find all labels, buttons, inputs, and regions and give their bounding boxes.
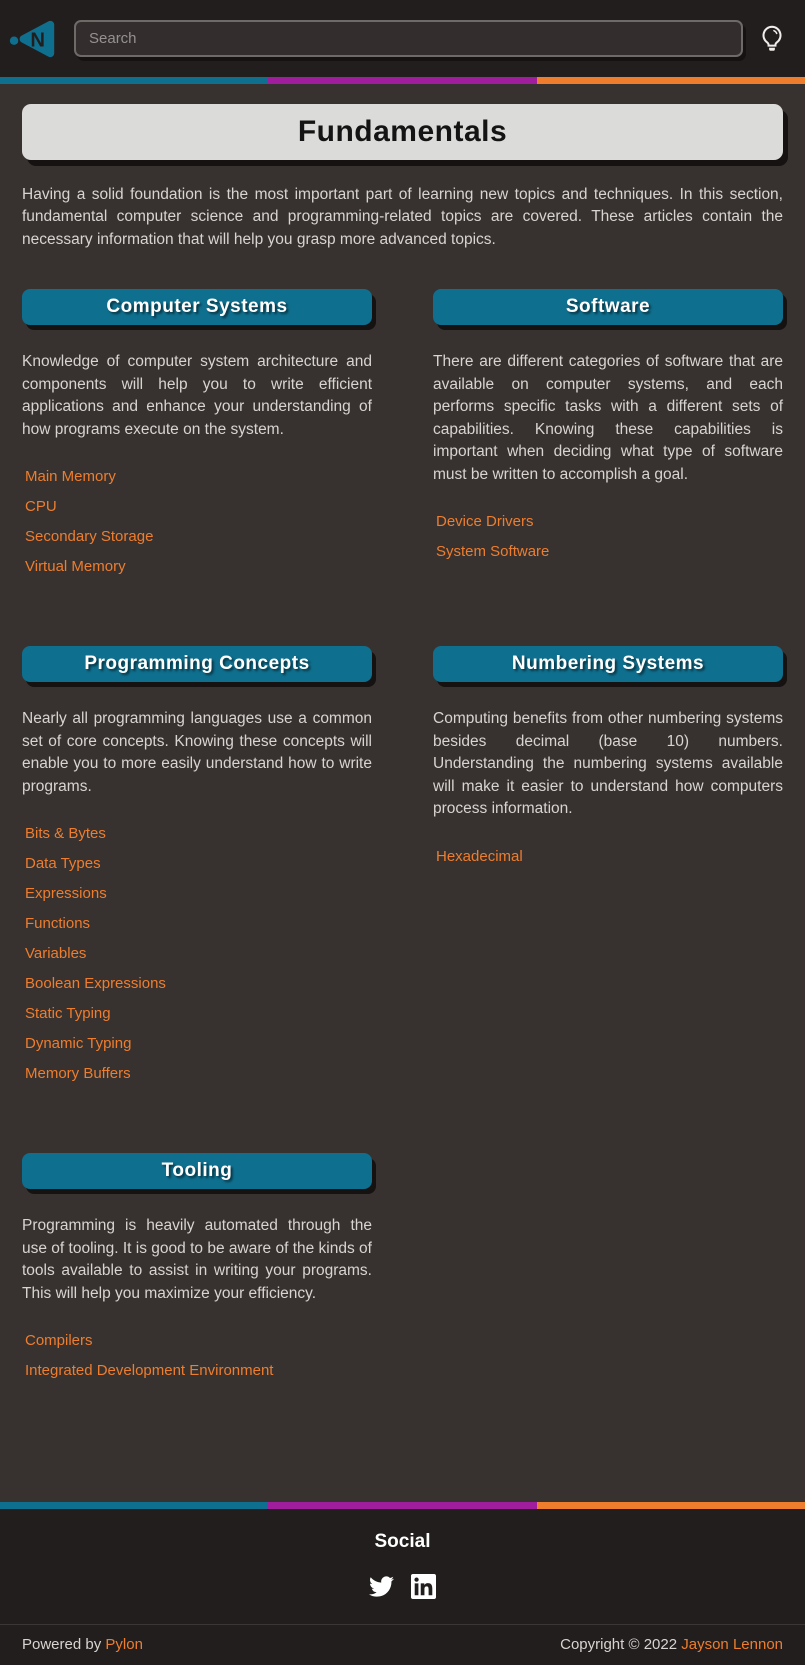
topic-section	[433, 289, 783, 573]
topic-link[interactable]: Secondary Storage	[25, 528, 154, 546]
linkedin-icon	[411, 1574, 436, 1599]
section-title: Numbering Systems	[511, 653, 705, 675]
main-content	[0, 84, 805, 1502]
accent-divider-top	[0, 77, 805, 84]
footer-bottom-bar	[0, 1624, 805, 1665]
section-links	[433, 848, 783, 865]
accent-divider-bottom	[0, 1502, 805, 1509]
section-title: Tooling	[161, 1160, 233, 1182]
author-link[interactable]: Jayson Lennon	[681, 1636, 783, 1654]
topic-link[interactable]: Boolean Expressions	[25, 975, 166, 993]
copyright	[560, 1636, 783, 1653]
powered-by	[22, 1636, 143, 1653]
svg-text:N: N	[30, 29, 46, 52]
section-description: There are different categories of software that are available on computer systems, and each performs specific tasks with a different sets of capabilities. Knowing these capabilities is important when deciding what type of software must be written to accomplish a goal.	[433, 353, 783, 483]
topic-link[interactable]: Hexadecimal	[436, 847, 523, 865]
accent-segment-purple	[268, 1502, 536, 1509]
topic-section	[22, 646, 372, 1095]
topic-link[interactable]: Main Memory	[25, 468, 116, 486]
topic-link[interactable]: Integrated Development Environment	[25, 1362, 274, 1380]
topic-link[interactable]: Variables	[25, 945, 87, 963]
page-intro: Having a solid foundation is the most important part of learning new topics and techniques. In this section, fundamental computer science and programming-related topics are covered. These articles contain the necessary information that will help you grasp more advanced topics.	[22, 186, 783, 248]
section-title: Computer Systems	[106, 296, 288, 318]
social-heading: Social	[374, 1531, 431, 1553]
accent-segment-orange	[537, 1502, 805, 1509]
topic-link[interactable]: System Software	[436, 543, 550, 561]
powered-by-text: Powered by	[22, 1636, 106, 1654]
topic-section	[22, 289, 372, 588]
section-description: Programming is heavily automated through the use of tooling. It is good to be aware of the kinds of tools available to assist in writing your programs. This will help you maximize your efficiency.	[22, 1217, 372, 1302]
linkedin-link[interactable]	[411, 1574, 436, 1599]
twitter-icon	[369, 1574, 394, 1599]
topic-link[interactable]: Static Typing	[25, 1005, 111, 1023]
section-description: Knowledge of computer system architecture and components will help you to write efficient applications and enhance your understanding of how programs execute on the system.	[22, 353, 372, 438]
topic-link[interactable]: Compilers	[25, 1332, 93, 1350]
search-input[interactable]	[74, 20, 743, 57]
accent-segment-purple	[268, 77, 536, 84]
lightbulb-icon	[759, 24, 785, 54]
site-logo-icon	[9, 14, 58, 64]
topic-link[interactable]: CPU	[25, 498, 57, 516]
sections-grid	[22, 289, 783, 1392]
page-title: Fundamentals	[297, 115, 508, 148]
accent-segment-orange	[537, 77, 805, 84]
section-header	[22, 646, 372, 682]
section-header	[22, 289, 372, 325]
section-title: Programming Concepts	[84, 653, 310, 675]
page-title-box	[22, 104, 783, 160]
topic-link[interactable]: Bits & Bytes	[25, 825, 106, 843]
topic-link[interactable]: Dynamic Typing	[25, 1035, 132, 1053]
accent-segment-teal	[0, 1502, 268, 1509]
copyright-text: Copyright © 2022	[560, 1636, 682, 1654]
site-footer	[0, 1509, 805, 1665]
site-header	[0, 0, 805, 77]
topic-link[interactable]: Expressions	[25, 885, 107, 903]
section-links	[22, 1332, 372, 1379]
section-description: Computing benefits from other numbering systems besides decimal (base 10) numbers. Understanding the numbering systems available will make it easier to understand how computers process information.	[433, 710, 783, 818]
section-header	[433, 646, 783, 682]
topic-section	[433, 646, 783, 877]
accent-segment-teal	[0, 77, 268, 84]
social-icons-row	[0, 1574, 805, 1599]
topic-link[interactable]: Device Drivers	[436, 513, 534, 531]
section-title: Software	[565, 296, 651, 318]
section-header	[433, 289, 783, 325]
topic-link[interactable]: Functions	[25, 915, 91, 933]
section-header	[22, 1153, 372, 1189]
topic-section	[22, 1153, 372, 1392]
search-bar	[74, 20, 743, 57]
topic-link[interactable]: Data Types	[25, 855, 101, 873]
section-description: Nearly all programming languages use a common set of core concepts. Knowing these concepts will enable you to more easily understand how to write programs.	[22, 710, 372, 795]
section-links	[433, 513, 783, 560]
pylon-link[interactable]: Pylon	[105, 1636, 143, 1654]
section-links	[22, 825, 372, 1082]
topic-link[interactable]: Memory Buffers	[25, 1065, 131, 1083]
site-logo[interactable]	[9, 14, 58, 64]
twitter-link[interactable]	[369, 1574, 394, 1599]
topic-link[interactable]: Virtual Memory	[25, 558, 126, 576]
theme-toggle-button[interactable]	[759, 24, 785, 54]
section-links	[22, 468, 372, 575]
